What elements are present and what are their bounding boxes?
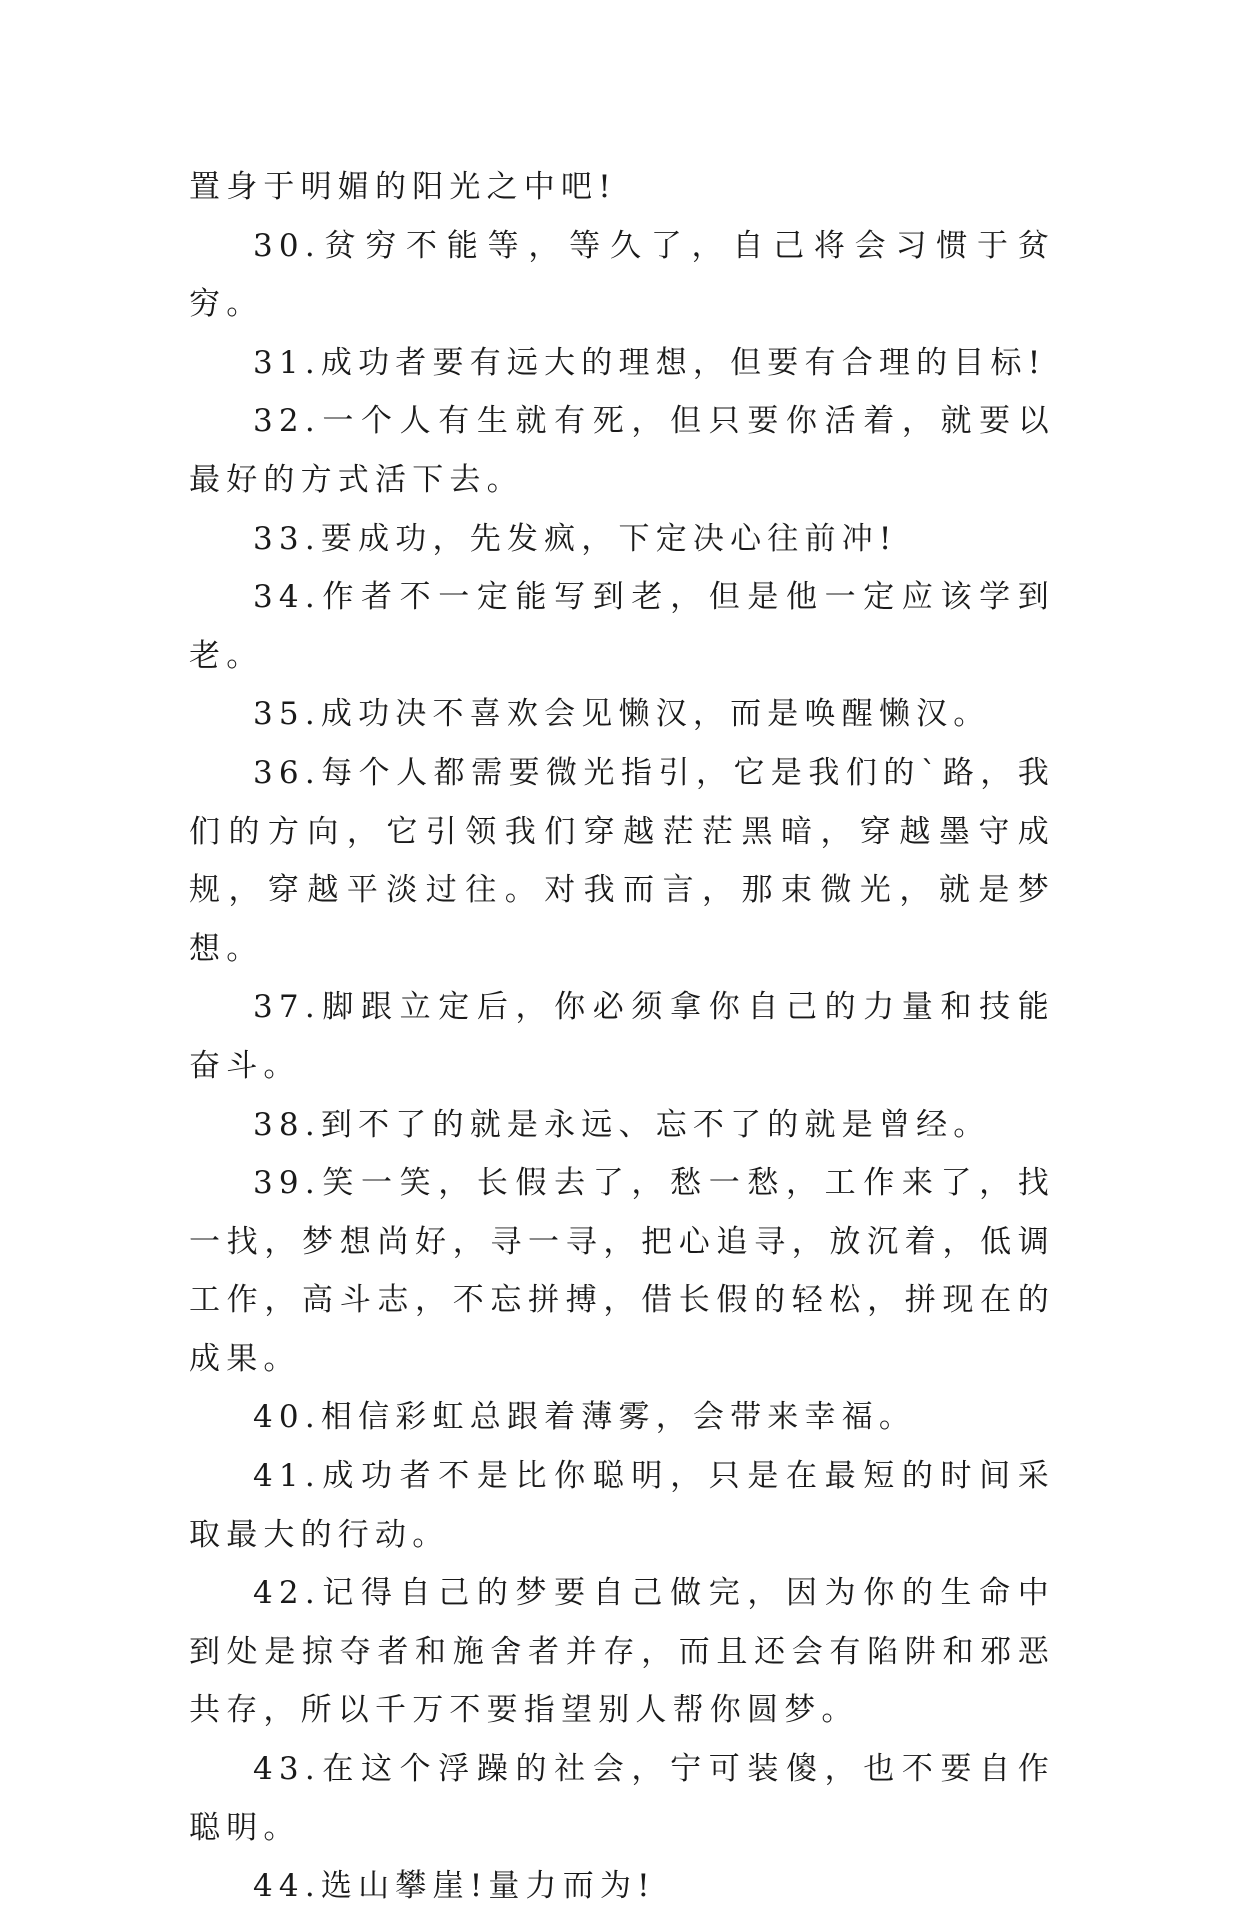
quote-item-34: 34.作者不一定能写到老，但是他一定应该学到老。 [189, 579, 1055, 674]
quote-item-43: 43.在这个浮躁的社会，宁可装傻，也不要自作聪明。 [189, 1751, 1055, 1846]
quote-item-40: 40.相信彩虹总跟着薄雾，会带来幸福。 [253, 1399, 917, 1436]
quote-item-36: 36.每个人都需要微光指引，它是我们的`路，我们的方向，它引领我们穿越茫茫黑暗，穿越墨守成规，穿越平淡过往。对我而言，那束微光，就是梦想。 [189, 754, 1055, 967]
quote-item-44: 44.选山攀崖!量力而为! [253, 1868, 656, 1905]
quote-item-42: 42.记得自己的梦要自己做完，因为你的生命中到处是掠夺者和施舍者并存，而且还会有陷阱和邪恶共存，所以千万不要指望别人帮你圆梦。 [189, 1575, 1055, 1729]
quote-item-30: 30.贫穷不能等，等久了，自己将会习惯于贫穷。 [189, 227, 1055, 323]
quote-item-33: 33.要成功，先发疯，下定决心往前冲! [253, 520, 898, 557]
quote-item-32: 32.一个人有生就有死，但只要你活着，就要以最好的方式活下去。 [189, 403, 1055, 498]
quote-item-37: 37.脚跟立定后，你必须拿你自己的力量和技能奋斗。 [189, 989, 1055, 1084]
quote-item-31: 31.成功者要有远大的理想，但要有合理的目标! [253, 344, 1047, 381]
quote-item-35: 35.成功决不喜欢会见懒汉，而是唤醒懒汉。 [253, 696, 991, 733]
quote-item-41: 41.成功者不是比你聪明，只是在最短的时间采取最大的行动。 [189, 1458, 1055, 1553]
quote-item-39: 39.笑一笑，长假去了，愁一愁，工作来了，找一找，梦想尚好，寻一寻，把心追寻，放沉着，低调工作，高斗志，不忘拼搏，借长假的轻松，拼现在的成果。 [189, 1165, 1055, 1377]
quote-item-38: 38.到不了的就是永远、忘不了的就是曾经。 [253, 1106, 991, 1143]
paragraph-continuation: 置身于明媚的阳光之中吧! [189, 169, 617, 205]
document-page [189, 158, 1055, 1916]
